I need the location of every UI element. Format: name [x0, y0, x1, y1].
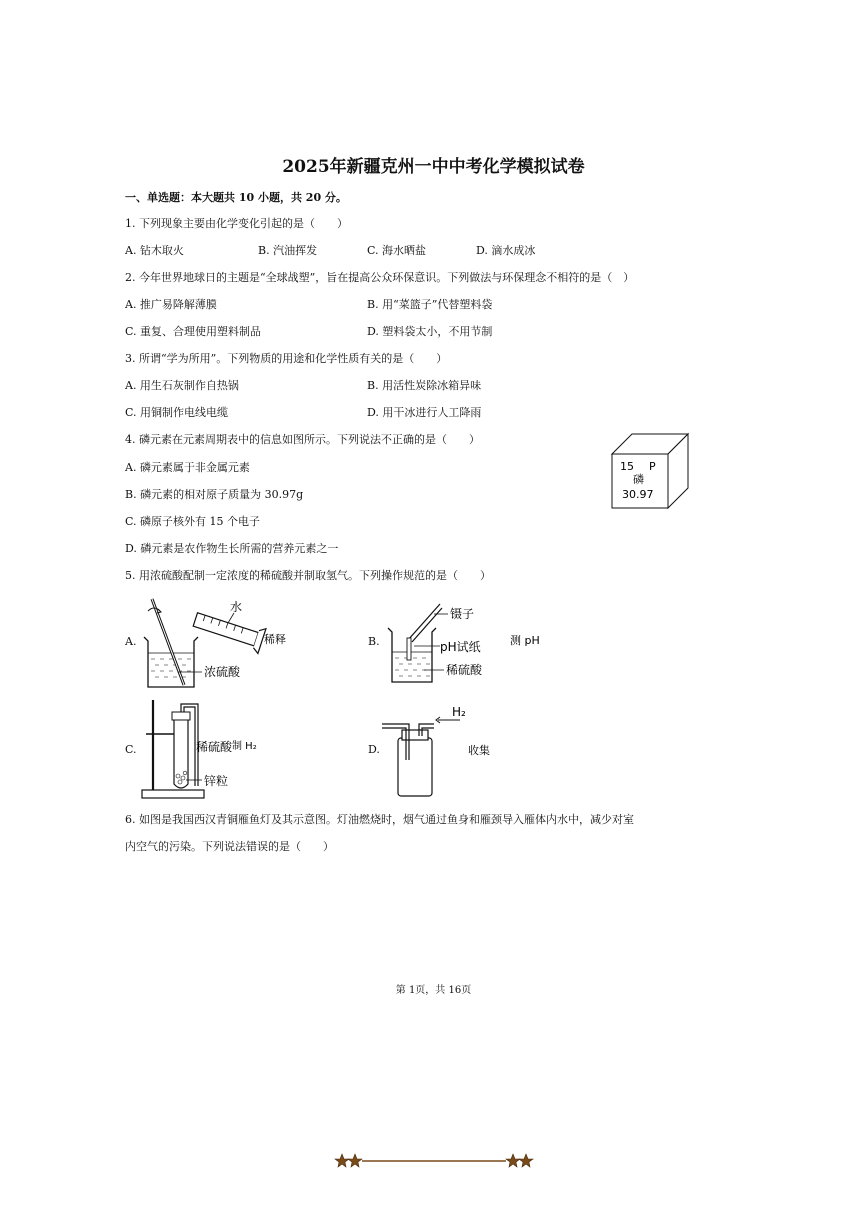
conc-acid-label: 浓硫酸: [204, 665, 241, 679]
q4-option-a: A. 磷元素属于非金属元素: [125, 461, 250, 474]
question-1-stem: 1. 下列现象主要由化学变化引起的是（ ）: [125, 217, 348, 230]
element-mass: 30.97: [622, 488, 654, 501]
element-symbol: P: [649, 460, 656, 473]
q5-option-b-letter: B.: [368, 635, 380, 648]
dilute-action-label: 稀释: [264, 633, 286, 646]
tweezers-label: 镊子: [450, 607, 475, 621]
dilution-diagram: [138, 595, 298, 695]
q4-option-d: D. 磷元素是农作物生长所需的营养元素之一: [125, 542, 339, 555]
q2-option-b: B. 用“菜篮子”代替塑料袋: [367, 298, 493, 311]
dilute-acid-c-label: 稀硫酸: [196, 740, 233, 754]
q1-option-c: C. 海水晒盐: [367, 244, 427, 257]
question-3-stem: 3. 所谓“学为所用”。下列物质的用途和化学性质有关的是（ ）: [125, 352, 448, 365]
question-6-line1: 6. 如图是我国西汉青铜雁鱼灯及其示意图。灯油燃烧时，烟气通过鱼身和雁颈导入雁体内水中，减少对室: [125, 813, 634, 826]
ph-paper-label: pH试纸: [440, 640, 481, 654]
footer-star-divider: [0, 1150, 867, 1170]
section-heading: 一、单选题：本大题共 10 小题，共 20 分。: [125, 191, 347, 204]
h2-label: H₂: [452, 705, 466, 719]
q3-option-c: C. 用铜制作电线电缆: [125, 406, 229, 419]
gas-collection-diagram: [378, 700, 538, 800]
zinc-label: 锌粒: [204, 774, 229, 788]
question-6-line2: 内空气的污染。下列说法错误的是（ ）: [125, 840, 334, 853]
q1-option-d: D. 滴水成冰: [476, 244, 536, 257]
element-name: 磷: [633, 473, 644, 486]
q3-option-a: A. 用生石灰制作自热锅: [125, 379, 239, 392]
q5-option-a-letter: A.: [125, 635, 137, 648]
q1-option-b: B. 汽油挥发: [258, 244, 318, 257]
page-title: 2025年新疆克州一中中考化学模拟试卷: [282, 157, 585, 177]
q3-option-b: B. 用活性炭除冰箱异味: [367, 379, 482, 392]
collect-label: 收集: [468, 744, 490, 757]
q2-option-c: C. 重复、合理使用塑料制品: [125, 325, 262, 338]
q5-option-c-letter: C.: [125, 743, 137, 756]
q1-option-a: A. 钻木取火: [125, 244, 184, 257]
q2-option-a: A. 推广易降解薄膜: [125, 298, 217, 311]
q5-option-d-letter: D.: [368, 743, 380, 756]
q3-option-d: D. 用干冰进行人工降雨: [367, 406, 482, 419]
measure-ph-label: 测 pH: [510, 634, 540, 647]
question-5-stem: 5. 用浓硫酸配制一定浓度的稀硫酸并制取氢气。下列操作规范的是（ ）: [125, 569, 491, 582]
hydrogen-generation-diagram: [138, 696, 288, 804]
page-number: 第 1页，共 16页: [395, 985, 472, 996]
phosphorus-element-cell: [608, 430, 692, 512]
q2-option-d: D. 塑料袋太小，不用节制: [367, 325, 493, 338]
question-2-stem: 2. 今年世界地球日的主题是“全球战塑”，旨在提高公众环保意识。下列做法与环保理念不相符的是（ ）: [125, 271, 635, 284]
q4-option-b: B. 磷元素的相对原子质量为 30.97g: [125, 488, 304, 501]
question-4-stem: 4. 磷元素在元素周期表中的信息如图所示。下列说法不正确的是（ ）: [125, 433, 480, 446]
make-h2-label: 制 H₂: [232, 741, 257, 752]
dilute-acid-label: 稀硫酸: [446, 663, 483, 677]
q4-option-c: C. 磷原子核外有 15 个电子: [125, 515, 261, 528]
water-label: 水: [230, 600, 243, 614]
element-number: 15: [620, 460, 634, 473]
ph-test-diagram: [384, 600, 540, 690]
